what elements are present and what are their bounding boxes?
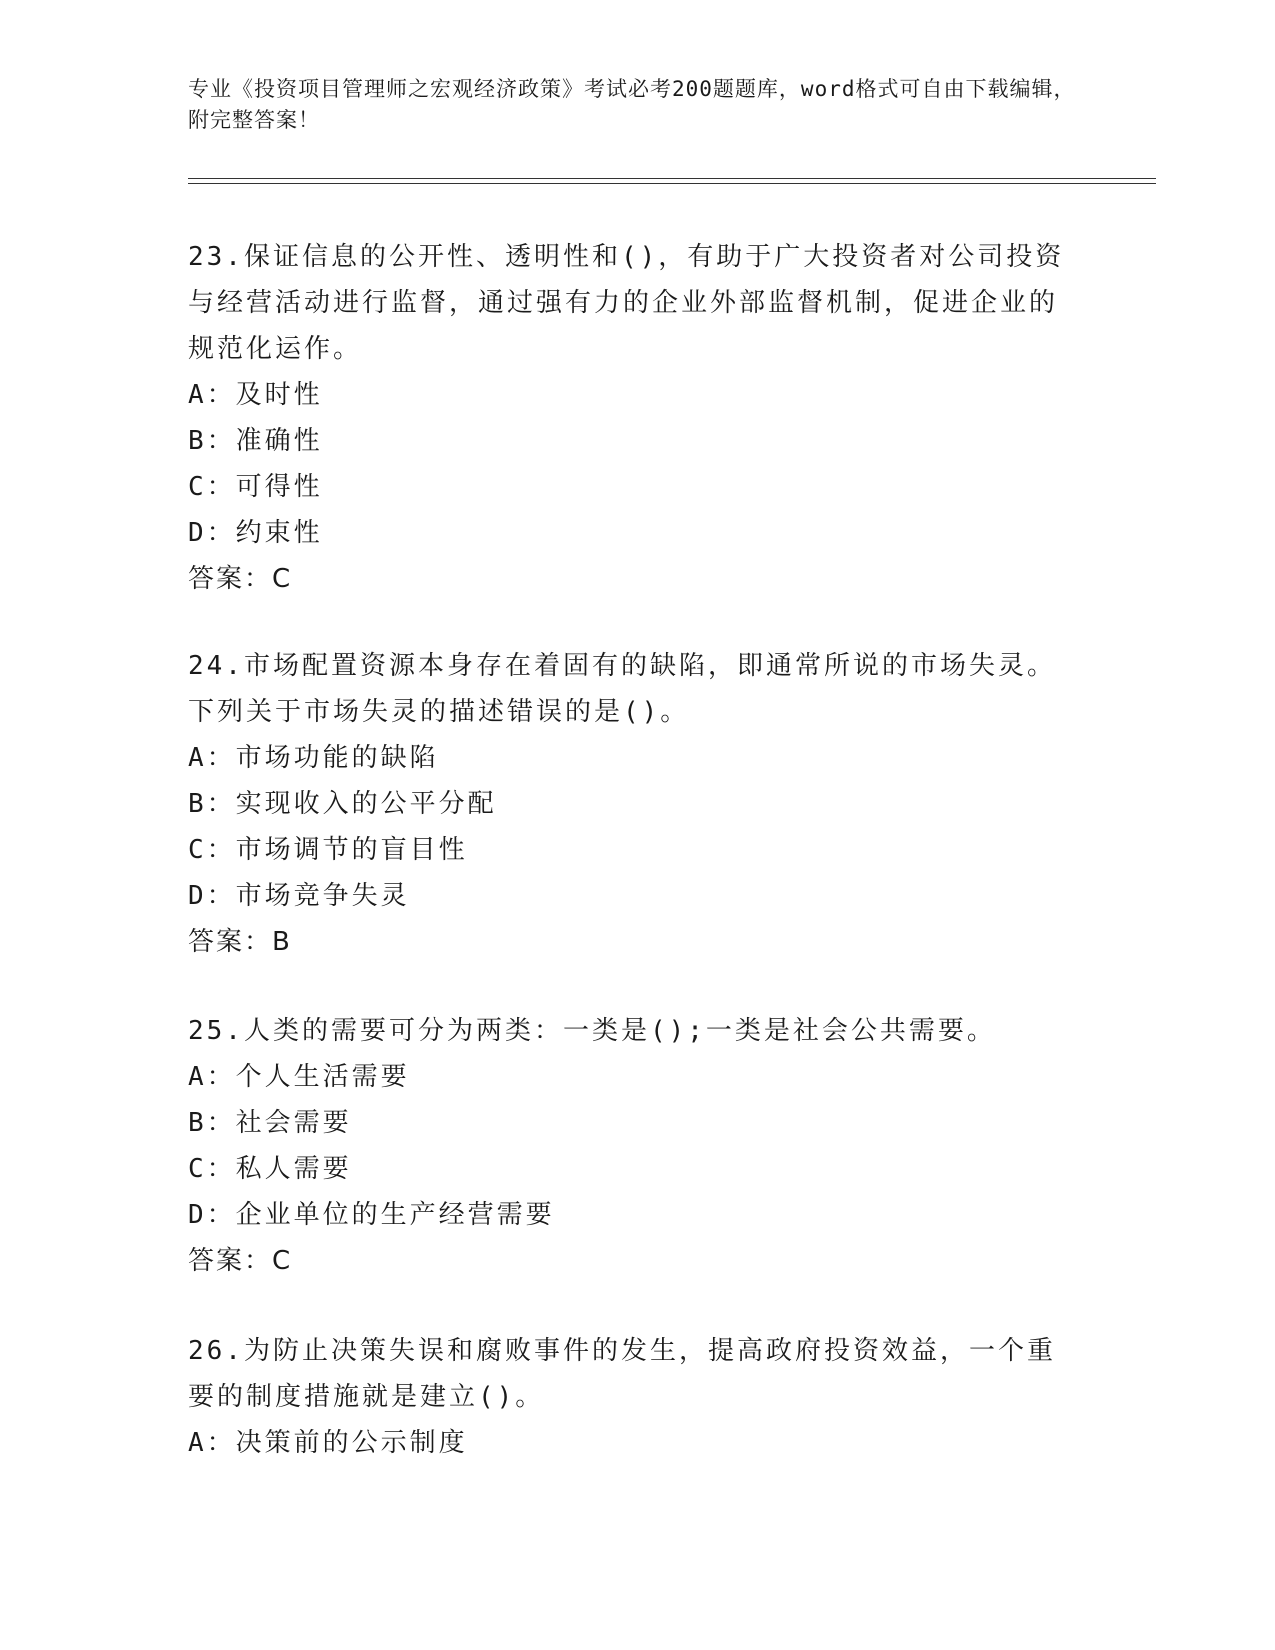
document-header: 专业《投资项目管理师之宏观经济政策》考试必考200题题库，word格式可自由下载编辑，附完整答案！ (188, 77, 1076, 132)
header-divider-bottom (188, 183, 1156, 184)
question-23 (188, 234, 1068, 602)
option-d: D：约束性 (188, 518, 323, 548)
header-divider-top (188, 178, 1156, 179)
option-d: D：市场竞争失灵 (188, 881, 410, 911)
question-24 (188, 643, 1068, 965)
option-b: B：实现收入的公平分配 (188, 789, 497, 819)
option-c: C：市场调节的盲目性 (188, 835, 468, 865)
option-a: A：个人生活需要 (188, 1062, 410, 1092)
question-text: 26.为防止决策失误和腐败事件的发生，提高政府投资效益，一个重要的制度措施就是建立()。 (188, 1336, 1056, 1412)
option-c: C：私人需要 (188, 1154, 352, 1184)
option-c: C：可得性 (188, 472, 323, 502)
question-25 (188, 1008, 1068, 1284)
option-a: A：及时性 (188, 380, 323, 410)
question-text: 23.保证信息的公开性、透明性和()，有助于广大投资者对公司投资与经营活动进行监督，通过强有力的企业外部监督机制，促进企业的规范化运作。 (188, 242, 1065, 364)
question-text: 24.市场配置资源本身存在着固有的缺陷，即通常所说的市场失灵。下列关于市场失灵的描述错误的是()。 (188, 651, 1056, 727)
answer: 答案：C (188, 1246, 293, 1276)
option-a: A：决策前的公示制度 (188, 1428, 468, 1458)
question-text: 25.人类的需要可分为两类：一类是();一类是社会公共需要。 (188, 1016, 996, 1046)
option-a: A：市场功能的缺陷 (188, 743, 439, 773)
option-b: B：准确性 (188, 426, 323, 456)
option-b: B：社会需要 (188, 1108, 352, 1138)
question-26 (188, 1328, 1068, 1466)
answer: 答案：C (188, 564, 293, 594)
answer: 答案：B (188, 927, 292, 957)
option-d: D：企业单位的生产经营需要 (188, 1200, 555, 1230)
